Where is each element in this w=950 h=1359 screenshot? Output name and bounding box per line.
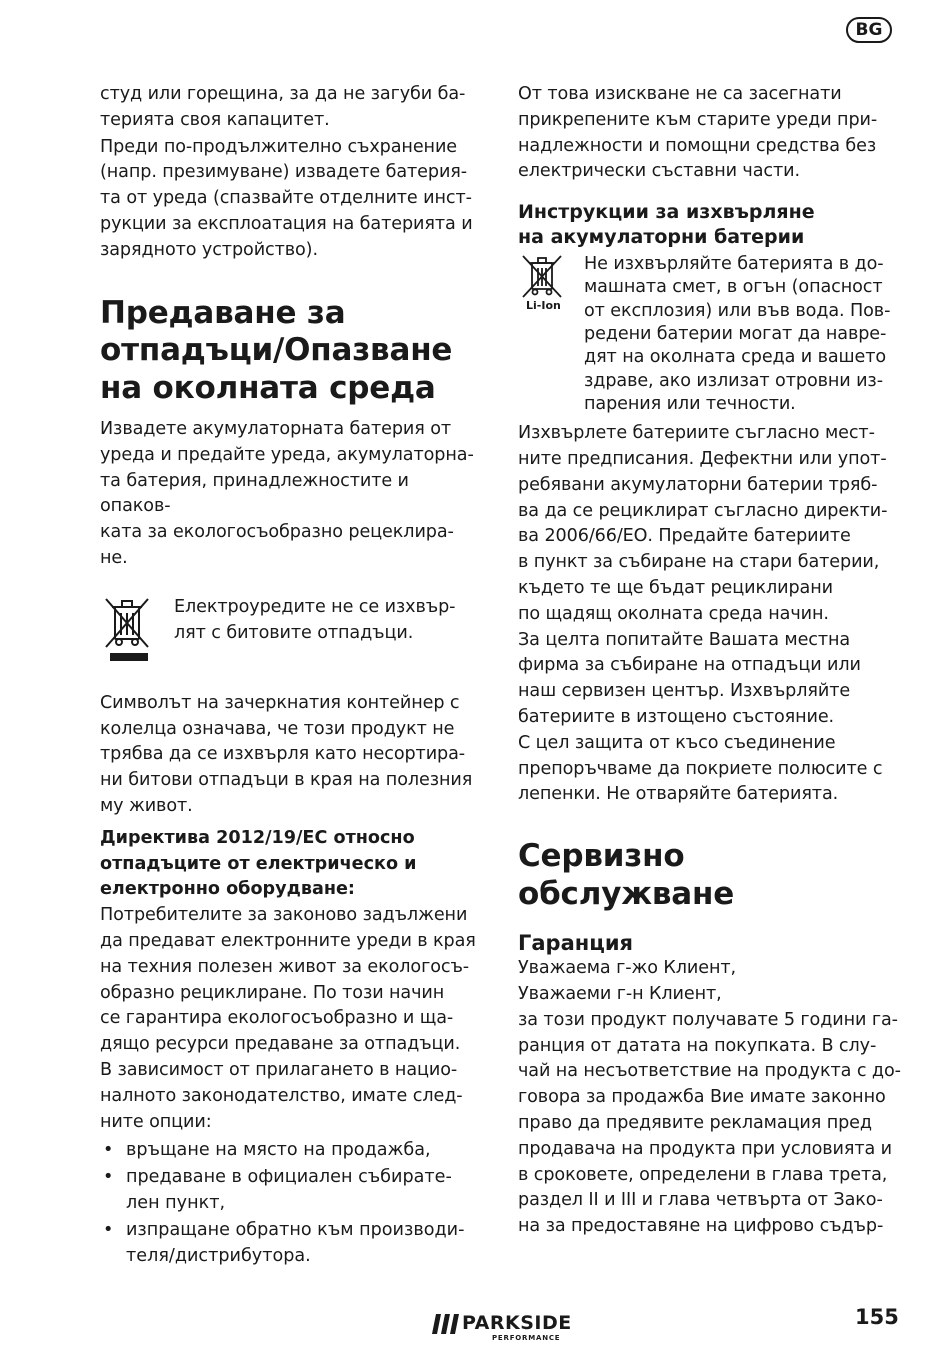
paragraph: студ или горещина, за да не загуби ба- терията своя капацитет. — [100, 84, 466, 130]
left-column — [100, 82, 480, 1270]
paragraph: Изхвърлете батериите съгласно мест- ните предписания. Дефектни или упот- ребявани акумулаторни батерии тряб- ва да се рециклират съгласно директи- ва 2006/66/ЕО. Предайте батериите в пункт за събиране на стари батерии, където те ще бъдат рециклирани по щадящ околната среда начин. За целта попитайте Вашата местна фирма за събиране на отпадъци или наш сервизен център. Изхвърляйте батериите в изтощено състояние. С цел защита от късо съединение препоръчваме да покриете полюсите с лепенки. Не отваряйте батерията. — [518, 423, 888, 805]
disposal-options-list — [100, 1138, 480, 1269]
paragraph: От това изискване не са засегнати прикрепените към старите уреди при- надлежности и помощни средства без електрически съставни части. — [518, 84, 878, 182]
brand-name: PARKSIDE — [462, 1312, 572, 1334]
battery-heading: Инструкции за изхвърляне на акумулаторни батерии — [518, 201, 815, 249]
paragraph: Символът на зачеркнатия контейнер с колелца означава, че този продукт не трябва да се изхвърля като несортира- ни битови отпадъци в края на полезния му живот. — [100, 692, 473, 817]
brand-logo — [432, 1312, 582, 1346]
paragraph: Потребителите за законово задължени да предават електронните уреди в края на техния полезен живот за екологосъ- образно рециклиране. По този начин се гарантира екологосъобразно и ща- дящо ресурси предаване за отпадъци. В зависимост от прилагането в нацио- налното законодателство, имате след- ните опции: — [100, 905, 476, 1132]
paragraph: Преди по-продължително съхранение (напр. презимуване) извадете батерия- та от уреда (спазвайте отделните инст- рукции за експлоатация на батерията и зарядното устройство). — [100, 136, 473, 260]
weee-text: Електроуредите не се изхвър- лят с битовите отпадъци. — [174, 596, 456, 643]
warranty-heading: Гаранция — [518, 931, 634, 956]
paragraph: Уважаема г-жо Клиент, Уважаеми г-н Клиент, за този продукт получавате 5 години га- ранция от датата на покупката. В слу- чай на несъответствие на продукта с до- говора за продажба Вие имате законно право да предявите рекламация пред продавача на продукта при условията и в сроковете, определени в глава трета, раздел II и III и глава четвърта от Зако- на за предоставяне на цифрово съдър- — [518, 958, 901, 1237]
crossed-bin-icon — [100, 595, 174, 669]
brand-subtitle: PERFORMANCE — [492, 1334, 561, 1342]
list-item: • предаване в официален събирате- лен пункт, — [100, 1165, 480, 1217]
logo-stripes-icon — [432, 1314, 460, 1334]
language-badge: BG — [846, 17, 892, 43]
list-item: • връщане на място на продажба, — [100, 1138, 480, 1164]
right-column — [518, 82, 903, 1240]
section-heading-service: Сервизно обслужване — [518, 838, 735, 912]
battery-text: Не изхвърляйте батерията в до- машната смет, в огън (опасност от експлозия) или във вода. Пов- редени батерии могат да навре- дят на околната среда и вашето здраве, ако излизат отровни из- парения или течности. — [584, 254, 891, 414]
list-item: • изпращане обратно към производи- теля/дистрибутора. — [100, 1218, 480, 1270]
weee-notice — [100, 595, 480, 669]
page-number: 155 — [855, 1305, 899, 1329]
section-heading-disposal: Предаване за отпадъци/Опазване на околната среда — [100, 294, 453, 406]
paragraph: Извадете акумулаторната батерия от уреда и предайте уреда, акумулаторна- та батерия, принадлежностите и опаков- ката за екологосъобразно рецеклира- не. — [100, 419, 474, 569]
directive-heading: Директива 2012/19/ЕС относно отпадъците от електрическо и електронно оборудване: — [100, 827, 417, 900]
battery-notice — [518, 253, 903, 416]
crossed-battery-bin-icon — [518, 253, 584, 315]
li-ion-label: Li-Ion — [526, 299, 561, 313]
